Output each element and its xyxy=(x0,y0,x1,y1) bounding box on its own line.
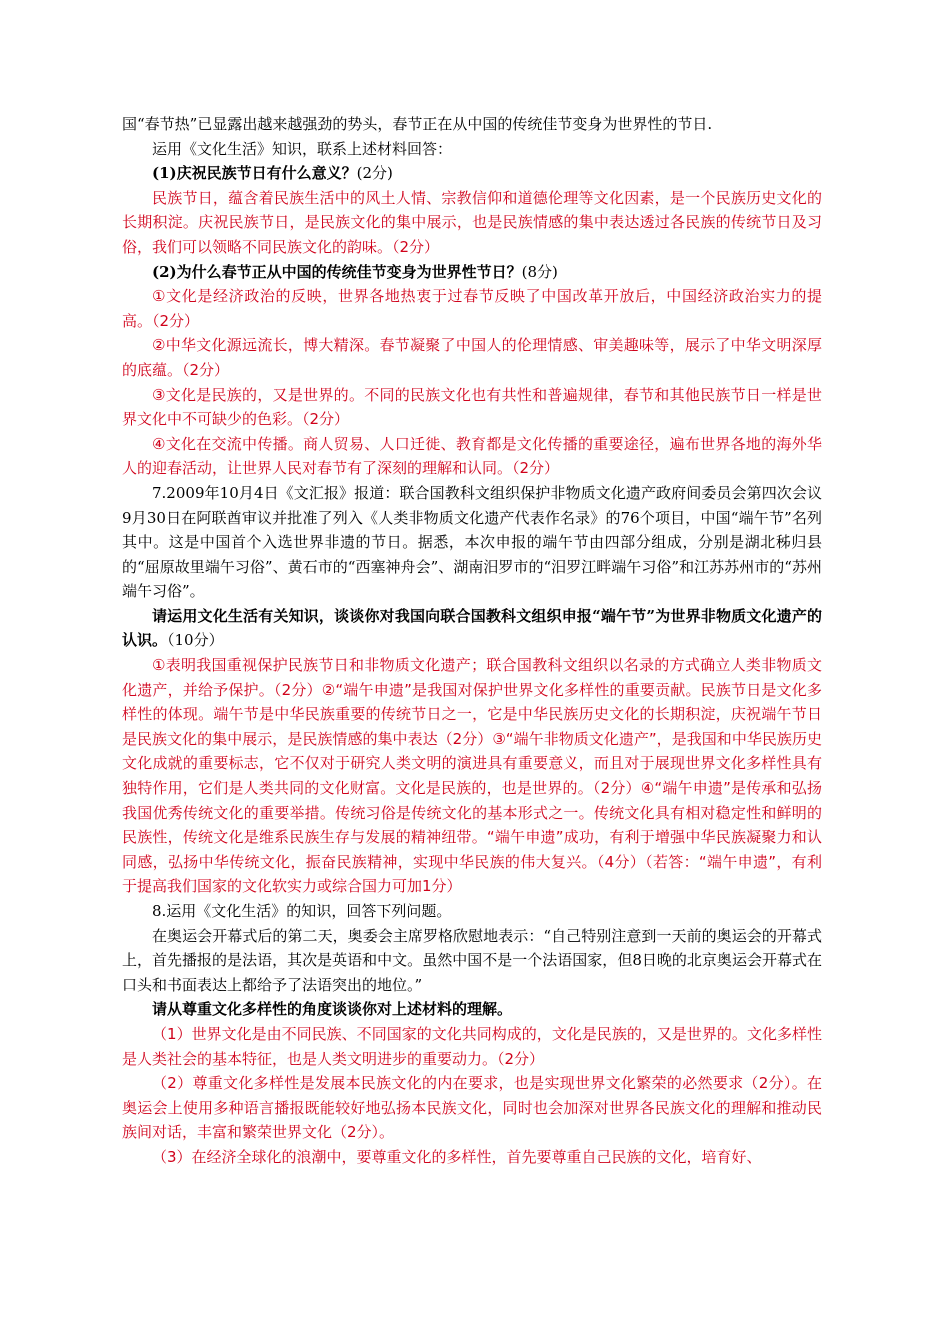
answer-1: 民族节日，蕴含着民族生活中的风土人情、宗教信仰和道德伦理等文化因素，是一个民族历史文化的长期积淀。庆祝民族节日，是民族文化的集中展示，也是民族情感的集中表达透过各民族的传统节日及习俗，我们可以领略不同民族文化的韵味。（2分） xyxy=(122,188,822,256)
instruction: 运用《文化生活》知识，联系上述材料回答： xyxy=(152,139,453,158)
question-1 xyxy=(122,161,822,186)
question-score: （10分） xyxy=(167,631,224,650)
question-7 xyxy=(122,604,822,653)
question-score: (2分) xyxy=(356,164,393,183)
document-page xyxy=(122,112,822,1170)
question-8-heading: 8.运用《文化生活》的知识，回答下列问题。 xyxy=(152,902,452,920)
answer-7: ①表明我国重视保护民族节日和非物质文化遗产；联合国教科文组织以名录的方式确立人类非物质文化遗产，并给予保护。（2分）②“端午申遗”是我国对保护世界文化多样性的重要贡献。民族节日是文化多样性的体现。端午节是中华民族重要的传统节日之一，它是中华民族历史文化的长期积淀，庆祝端午节日是民族文化的集中展示，是民族情感的集中表达（2分）③“端午非物质文化遗产”，是我国和中华民族历史文化成就的重要标志，它不仅对于研究人类文明的演进具有重要意义，而且对于展现世界文化多样性具有独特作用，它们是人类共同的文化财富。文化是民族的，也是世界的。（2分）④“端午申遗”是传承和弘扬我国优秀传统文化的重要举措。传统习俗是传统文化的基本形式之一。传统文化具有相对稳定性和鲜明的民族性，传统文化是维系民族生存与发展的精神纽带。“端午申遗”成功，有利于增强中华民族凝聚力和认同感，弘扬中华传统文化，振奋民族精神，实现中华民族的伟大复兴。（4分）（若答：“端午申遗”，有利于提高我们国家的文化软实力或综合国力可加1分） xyxy=(122,656,822,896)
material-8: 在奥运会开幕式后的第二天，奥委会主席罗格欣慰地表示：“自己特别注意到一天前的奥运会的开幕式上，首先播报的是法语，其次是英语和中文。虽然中国不是一个法语国家，但8日晚的北京奥运会开幕式在口头和书面表达上都给予了法语突出的地位。” xyxy=(122,926,822,994)
answer-8-point-3: （3）在经济全球化的浪潮中，要尊重文化的多样性，首先要尊重自己民族的文化，培育好、 xyxy=(152,1147,762,1166)
answer-2-point-2: ②中华文化源远流长，博大精深。春节凝聚了中国人的伦理情感、审美趣味等，展示了中华文明深厚的底蕴。（2分） xyxy=(122,336,822,379)
answer-8-point-2: （2）尊重文化多样性是发展本民族文化的内在要求，也是实现世界文化繁荣的必然要求（2分）。在奥运会上使用多种语言播报既能较好地弘扬本民族文化，同时也会加深对世界各民族文化的理解和推动民族间对话，丰富和繁荣世界文化（2分）。 xyxy=(122,1074,822,1142)
question-score: (8分) xyxy=(521,262,558,281)
answer-2-point-1: ①文化是经济政治的反映，世界各地热衷于过春节反映了中国改革开放后，中国经济政治实力的提高。（2分） xyxy=(122,287,822,330)
answer-2-point-3: ③文化是民族的，又是世界的。不同的民族文化也有共性和普遍规律，春节和其他民族节日一样是世界文化中不可缺少的色彩。（2分） xyxy=(122,385,822,429)
paragraph: 国“春节热”已显露出越来越强劲的势头，春节正在从中国的传统佳节变身为世界性的节日. xyxy=(122,115,713,133)
question-text: (2)为什么春节正从中国的传统佳节变身为世界性节日？ xyxy=(152,262,522,281)
question-2 xyxy=(122,260,822,285)
answer-2-point-4: ④文化在交流中传播。商人贸易、人口迁徙、教育都是文化传播的重要途径，遍布世界各地的海外华人的迎春活动，让世界人民对春节有了深刻的理解和认同。（2分） xyxy=(122,434,822,478)
answer-8-point-1: （1）世界文化是由不同民族、不同国家的文化共同构成的，文化是民族的，又是世界的。文化多样性是人类社会的基本特征，也是人类文明进步的重要动力。（2分） xyxy=(122,1024,822,1068)
question-text: (1)庆祝民族节日有什么意义？ xyxy=(152,164,357,183)
question-text: 请运用文化生活有关知识，谈谈你对我国向联合国教科文组织申报“端午节”为世界非物质文化遗产的认识。 xyxy=(122,606,822,650)
material-7: 7.2009年10月4日《文汇报》报道：联合国教科文组织保护非物质文化遗产政府间委员会第四次会议9月30日在阿联酋审议并批准了列入《人类非物质文化遗产代表作名录》的76个项目，中国“端午节”名列其中。这是中国首个入选世界非遗的节日。据悉，本次申报的端午节由四部分组成，分别是湖北秭归县的“屈原故里端午习俗”、黄石市的“西塞神舟会”、湖南汨罗市的“汨罗江畔端午习俗”和江苏苏州市的“苏州端午习俗”。 xyxy=(122,483,822,601)
question-8: 请从尊重文化多样性的角度谈谈你对上述材料的理解。 xyxy=(152,1000,513,1019)
